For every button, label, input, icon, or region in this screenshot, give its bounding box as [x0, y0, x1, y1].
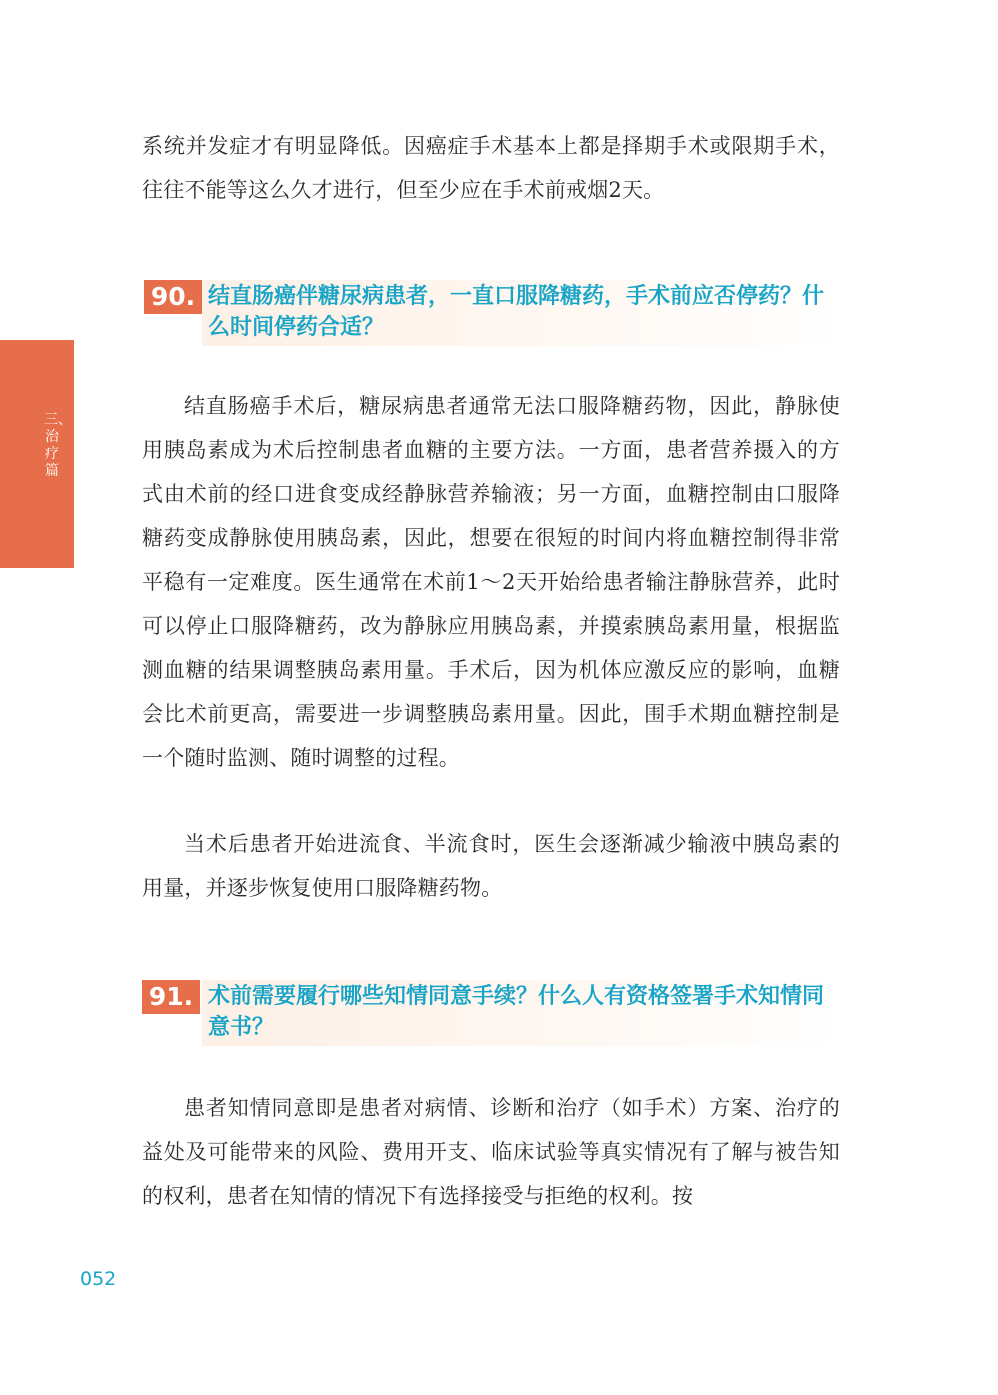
question-90-answer-paragraph-2: 当术后患者开始进流食、半流食时，医生会逐渐减少输液中胰岛素的用量，并逐步恢复使用口服降糖药物。 [142, 832, 840, 900]
page-number: 052 [80, 1268, 117, 1290]
chapter-tab-label: 三、治疗篇 [44, 412, 72, 479]
question-91-answer-paragraph-1: 患者知情同意即是患者对病情、诊断和治疗（如手术）方案、治疗的益处及可能带来的风险、费用开支、临床试验等真实情况有了解与被告知的权利，患者在知情的情况下有选择接受与拒绝的权利。按 [142, 1096, 840, 1208]
question-90-number: 90. [144, 280, 202, 314]
question-90-title: 结直肠癌伴糖尿病患者，一直口服降糖药，手术前应否停药？什么时间停药合适？ [208, 284, 825, 340]
intro-paragraph: 系统并发症才有明显降低。因癌症手术基本上都是择期手术或限期手术，往往不能等这么久才进行，但至少应在手术前戒烟2天。 [142, 134, 840, 202]
question-91-number: 91. [142, 980, 200, 1014]
question-90-answer-paragraph-1: 结直肠癌手术后，糖尿病患者通常无法口服降糖药物，因此，静脉使用胰岛素成为术后控制患者血糖的主要方法。一方面，患者营养摄入的方式由术前的经口进食变成经静脉营养输液；另一方面，血糖控制由口服降糖药变成静脉使用胰岛素，因此，想要在很短的时间内将血糖控制得非常平稳有一定难度。医生通常在术前1～2天开始给患者输注静脉营养，此时可以停止口服降糖药，改为静脉应用胰岛素，并摸索胰岛素用量，根据监测血糖的结果调整胰岛素用量。手术后，因为机体应激反应的影响，血糖会比术前更高，需要进一步调整胰岛素用量。因此，围手术期血糖控制是一个随时监测、随时调整的过程。 [142, 394, 840, 770]
question-91-title: 术前需要履行哪些知情同意手续？什么人有资格签署手术知情同意书？ [208, 984, 825, 1040]
chapter-side-tab [0, 340, 74, 568]
